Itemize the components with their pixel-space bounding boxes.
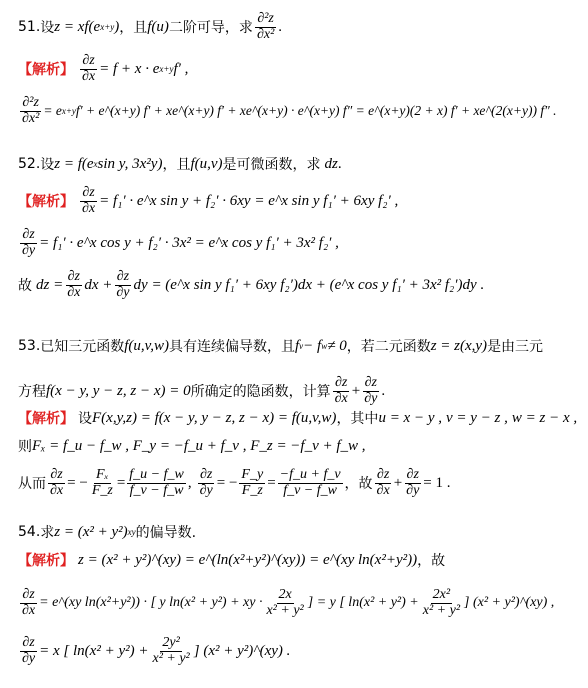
fraction: $\frac{\text{∂²z}}{\text{∂x²}}$ [22,95,40,126]
solution-label: 【解析】 [18,62,74,79]
solution-51-line-1: 【解析】 $\frac{\partial z}{\partial x}$ = f + x · e x+y f′ , [18,53,189,84]
problem-number: 51. [18,19,41,36]
solution-52-line-1: 【解析】 $\frac{\partial z}{\partial x}$ = f₁′ · e^x sin y + f₂′ · 6xy = e^x sin y f₁′ + 6xy f₂′ , [18,185,399,216]
fraction: $\frac{\partial z}{\partial x}$ [376,467,390,498]
fraction: $\frac{\partial z}{\partial x}$ [334,375,348,406]
fraction: $\frac{\partial z}{\partial y}$ [364,375,378,406]
fraction: $\frac{\partial z}{\partial x}$ [82,53,96,84]
fraction: $\frac{\partial z}{\partial y}$ [22,227,36,258]
fraction: $\frac{\partial z}{\partial y}$ [22,635,36,666]
problem-53-statement-line-1: 53. 已知三元函数 f(u,v,w) 具有连续偏导数，且 f v − f w ≠ 0 ，若二元函数 z = z(x,y) 是由三元 [18,337,544,355]
solution-52-line-3: 故 dz = $\frac{\partial z}{\partial x}$ dx + $\frac{\partial z}{\partial y}$ dy = (e^x sin y f₁′ + 6xy f₂′)dx + (e^x cos y f₁′ + 3x² f₂′)dy . [18,269,485,300]
fraction: $\frac{\partial z}{\partial x}$ [67,269,81,300]
solution-53-line-3: 从而 $\frac{\partial z}{\partial x}$ = − $\frac{\text{Fₓ}}{F\_z}$ = $\frac{f\_u - f\_w}{f\_v - f\_w}$ , $\frac{\partial z}{\partial y}$ = − $\frac{F\_y}{F\_z}$ = $\frac{-f\_u + f\_v}{f\_v - f\_w}$ ，故 $\frac{\partial z}{\partial x}$ + $\frac{\partial z}{\partial y}$ = 1 . [18,467,451,498]
fraction: $\frac{2x}{\text{x² + y²}}$ [266,587,304,618]
problem-51-statement: 51. 设 z = xf(e x+y ) ，且 f(u) 二阶可导，求 $\frac{\text{∂²z}}{\text{∂x²}}$ . [18,11,283,42]
problem-number: 53. [18,338,41,354]
fraction: $\frac{\text{∂²z}}{\text{∂x²}}$ [256,11,275,42]
fraction: $\frac{\partial z}{\partial y}$ [406,467,420,498]
fraction: $\frac{\text{2y²}}{\text{x² + y²}}$ [152,635,190,666]
problem-52-statement: 52. 设 z = f(e x sin y, 3x²y) ，且 f(u,v) 是可微函数，求 dz . [18,155,342,173]
fraction: $\frac{\partial z}{\partial x}$ [50,467,64,498]
fraction: $\frac{\partial z}{\partial x}$ [82,185,96,216]
fraction: $\frac{\partial z}{\partial x}$ [22,587,36,618]
fraction: $\frac{f\_u - f\_w}{f\_v - f\_w}$ [129,467,184,498]
fraction: $\frac{F\_y}{F\_z}$ [241,467,264,498]
solution-51-line-2: $\frac{\text{∂²z}}{\text{∂x²}}$ = e x+y f′ + e^(x+y) f′ + xe^(x+y) f′ + xe^(x+y) · e^(x+y) f″ = e^(x+y)(2 + x) f′ + xe^(2(x+y)) f″ . [22,95,557,126]
solution-53-line-1: 【解析】 设 F(x,y,z) = f(x − y, y − z, z − x) = f(u,v,w) ，其中 u = x − y , v = y − z , w = z − x , [18,409,578,427]
solution-53-line-2: 则 Fₓ = f_u − f_w , F_y = −f_u + f_v , F_z = −f_v + f_w , [18,437,366,455]
solution-54-line-1: 【解析】 z = (x² + y²)^(xy) = e^(ln(x²+y²)^(xy)) = e^(xy ln(x²+y²)) ，故 [18,551,446,569]
fraction: $\frac{-f\_u + f\_v}{f\_v - f\_w}$ [279,467,341,498]
solution-label: 【解析】 [18,194,74,211]
problem-54-statement: 54. 求 z = (x² + y²) xy 的偏导数. [18,523,197,541]
fraction: $\frac{\partial z}{\partial y}$ [116,269,130,300]
solution-label: 【解析】 [18,411,74,427]
solution-54-line-2: $\frac{\partial z}{\partial x}$ = e^(xy ln(x²+y²)) · [ y ln(x² + y²) + xy · $\frac{2x}{\text{x² + y²}}$ ] = y [ ln(x² + y²) + $\frac{\text{2x²}}{\text{x² + y²}}$ ] (x² + y²)^(xy) , [22,587,555,618]
fraction: $\frac{\partial z}{\partial y}$ [199,467,213,498]
fraction: $\frac{\text{Fₓ}}{F\_z}$ [91,467,113,498]
fraction: $\frac{\text{2x²}}{\text{x² + y²}}$ [422,587,461,618]
problem-53-statement-line-2: 方程 f(x − y, y − z, z − x) = 0 所确定的隐函数，计算 $\frac{\partial z}{\partial x}$ + $\frac{\partial z}{\partial y}$ . [18,375,386,406]
solution-54-line-3: $\frac{\partial z}{\partial y}$ = x [ ln(x² + y²) + $\frac{\text{2y²}}{\text{x² + y²}}$ ] (x² + y²)^(xy) . [22,635,291,666]
solution-label: 【解析】 [18,553,74,569]
solution-52-line-2: $\frac{\partial z}{\partial y}$ = f₁′ · e^x cos y + f₂′ · 3x² = e^x cos y f₁′ + 3x² f₂′ , [22,227,339,258]
problem-number: 52. [18,156,41,172]
problem-number: 54. [18,524,41,540]
